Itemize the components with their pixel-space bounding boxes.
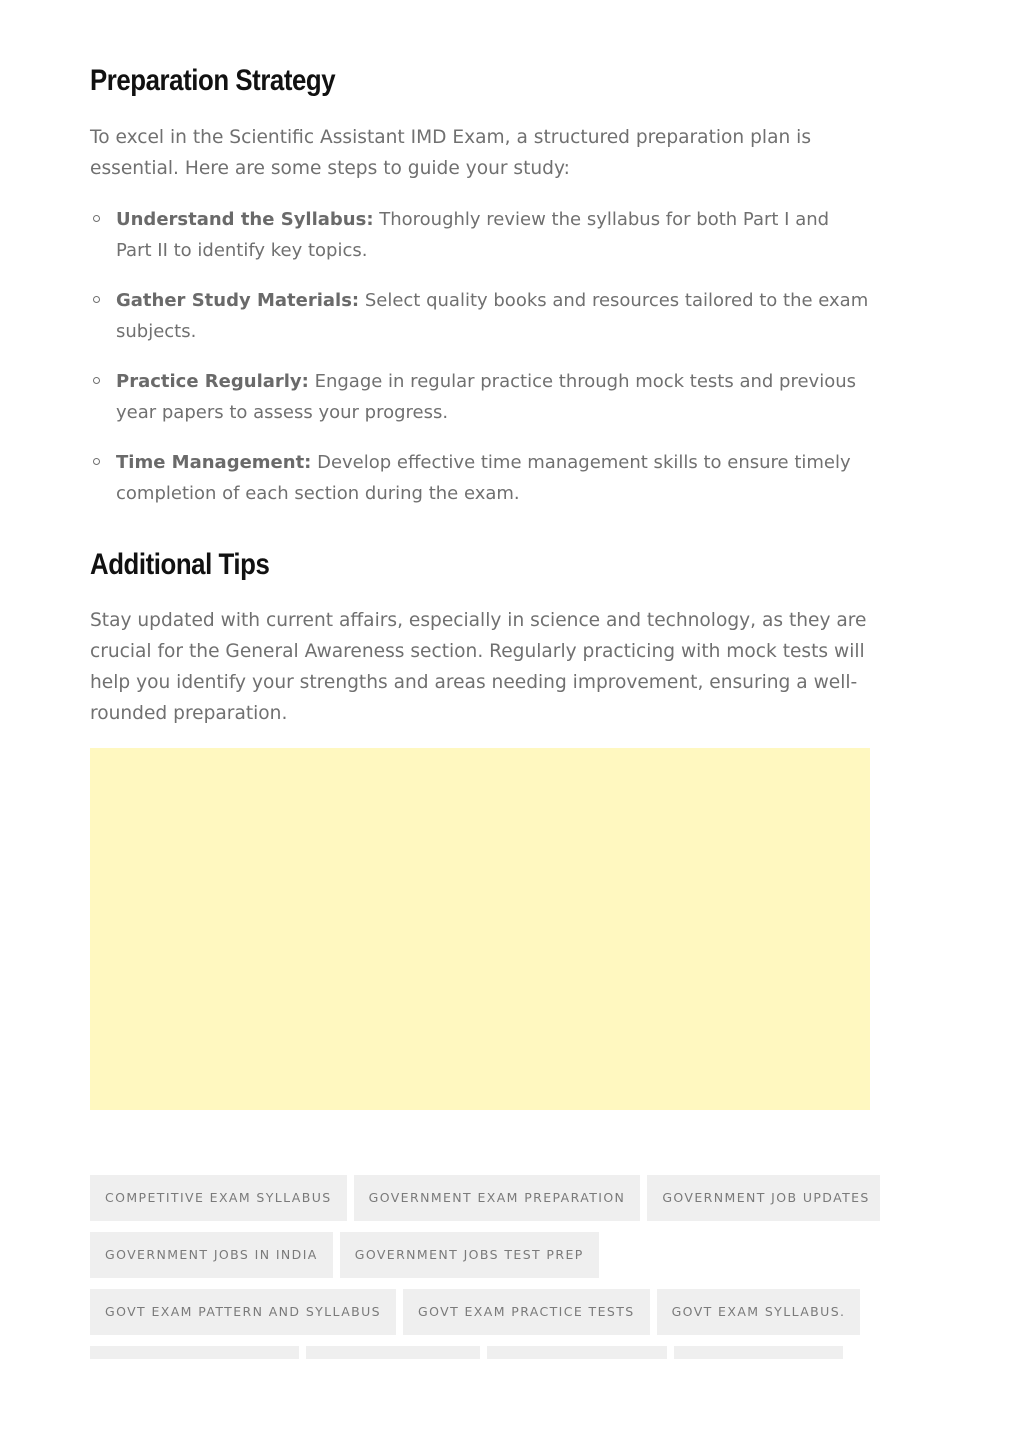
tag-link[interactable]: GOVERNMENT EXAM PREPARATION xyxy=(354,1175,641,1221)
tag-row-partial xyxy=(90,1346,880,1359)
step-text: Thoroughly review the syllabus for both Part I and Part II to identify key topics. xyxy=(116,209,830,261)
circle-bullet-icon xyxy=(93,377,100,384)
tag-link[interactable]: GOVT EXAM PATTERN AND SYLLABUS xyxy=(90,1289,396,1335)
circle-bullet-icon xyxy=(93,458,100,465)
step-title: Practice Regularly: xyxy=(116,371,309,392)
tag-link-cut-off[interactable] xyxy=(487,1346,667,1359)
step-title: Time Management: xyxy=(116,452,312,473)
tag-row xyxy=(90,1175,880,1221)
tag-link[interactable]: GOVT EXAM SYLLABUS. xyxy=(657,1289,861,1335)
tag-link[interactable]: COMPETITIVE EXAM SYLLABUS xyxy=(90,1175,347,1221)
list-item xyxy=(90,447,870,509)
step-title: Gather Study Materials: xyxy=(116,290,360,311)
circle-bullet-icon xyxy=(93,296,100,303)
tag-row xyxy=(90,1289,880,1335)
tag-link-cut-off[interactable] xyxy=(674,1346,843,1359)
tag-cloud xyxy=(90,1175,880,1359)
preparation-steps-list xyxy=(90,204,870,528)
tag-link[interactable]: GOVERNMENT JOBS TEST PREP xyxy=(340,1232,599,1278)
step-text: Engage in regular practice through mock tests and previous year papers to assess your progress. xyxy=(116,371,857,423)
step-text: Select quality books and resources tailored to the exam subjects. xyxy=(116,290,869,342)
tag-link[interactable]: GOVERNMENT JOB UPDATES xyxy=(647,1175,880,1221)
preparation-strategy-heading: Preparation Strategy xyxy=(90,64,336,97)
additional-tips-heading: Additional Tips xyxy=(90,548,270,581)
preparation-intro-paragraph: To excel in the Scientific Assistant IMD Exam, a structured preparation plan is essential. Here are some steps to guide your study: xyxy=(90,127,812,179)
list-item xyxy=(90,285,870,347)
tag-link-cut-off[interactable] xyxy=(306,1346,480,1359)
additional-tips-paragraph: Stay updated with current affairs, especially in science and technology, as they are crucial for the General Awareness section. Regularly practicing with mock tests will help you identify your strengths and areas needing improvement, ensuring a well-rounded preparation. xyxy=(90,610,867,724)
tag-link[interactable]: GOVERNMENT JOBS IN INDIA xyxy=(90,1232,333,1278)
tag-row xyxy=(90,1232,880,1278)
circle-bullet-icon xyxy=(93,215,100,222)
step-title: Understand the Syllabus: xyxy=(116,209,374,230)
tag-link[interactable]: GOVT EXAM PRACTICE TESTS xyxy=(403,1289,650,1335)
tag-link-cut-off[interactable] xyxy=(90,1346,299,1359)
list-item xyxy=(90,204,870,266)
step-text: Develop effective time management skills to ensure timely completion of each section during the exam. xyxy=(116,452,851,504)
list-item xyxy=(90,366,870,428)
ad-placeholder[interactable] xyxy=(90,748,870,1110)
